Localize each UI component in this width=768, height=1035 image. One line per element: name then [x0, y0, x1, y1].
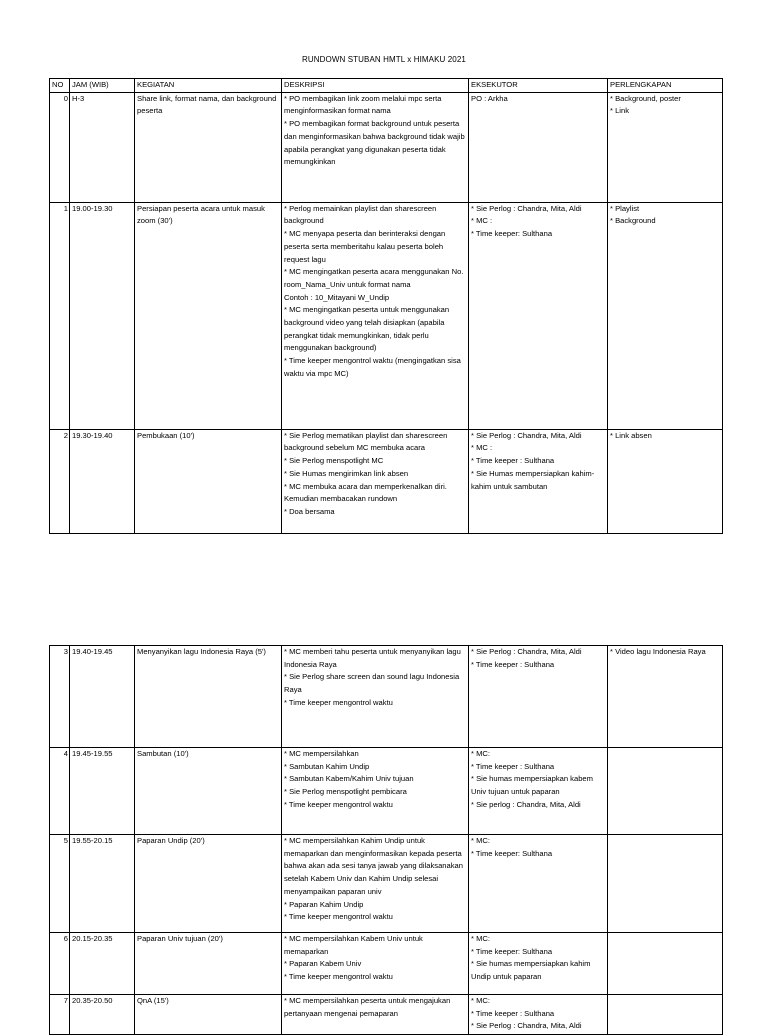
cell-eksekutor: * MC: * Time keeper: Sulthana — [469, 835, 608, 933]
cell-no: 1 — [50, 202, 70, 429]
table-row — [50, 995, 723, 1035]
table-row — [50, 646, 723, 748]
cell-eksekutor: * MC: * Time keeper: Sulthana * Sie humas mempersiapkan kahim Undip untuk paparan — [469, 933, 608, 995]
cell-kegiatan: Sambutan (10') — [135, 748, 282, 835]
cell-perlengkapan: * Video lagu Indonesia Raya — [608, 646, 723, 748]
table-header-row — [50, 79, 723, 93]
table-row — [50, 202, 723, 429]
cell-jam: 19.55-20.15 — [70, 835, 135, 933]
cell-eksekutor: * MC: * Time keeper : Sulthana * Sie humas mempersiapkan kabem Univ tujuan untuk paparan * Sie perlog : Chandra, Mita, Aldi — [469, 748, 608, 835]
rundown-table-page-2 — [49, 645, 723, 1035]
cell-deskripsi: * MC memberi tahu peserta untuk menyanyikan lagu Indonesia Raya * Sie Perlog share screen dan sound lagu Indonesia Raya * Time keeper mengontrol waktu — [282, 646, 469, 748]
cell-perlengkapan — [608, 835, 723, 933]
cell-kegiatan: Paparan Univ tujuan (20') — [135, 933, 282, 995]
table-row — [50, 835, 723, 933]
header-no: NO — [50, 79, 70, 93]
cell-deskripsi: * MC mempersilahkan Kabem Univ untuk memaparkan * Paparan Kabem Univ * Time keeper mengontrol waktu — [282, 933, 469, 995]
cell-no: 5 — [50, 835, 70, 933]
header-perlengkapan: PERLENGKAPAN — [608, 79, 723, 93]
cell-kegiatan: QnA (15') — [135, 995, 282, 1035]
cell-no: 6 — [50, 933, 70, 995]
cell-kegiatan: Paparan Undip (20') — [135, 835, 282, 933]
cell-kegiatan: Persiapan peserta acara untuk masuk zoom (30') — [135, 202, 282, 429]
document-title: RUNDOWN STUBAN HMTL x HIMAKU 2021 — [302, 55, 466, 64]
cell-deskripsi: * PO membagikan link zoom melalui mpc serta menginformasikan format nama * PO membagikan format background untuk peserta dan menginformasikan bahwa background tidak wajib apabila perangkat yang digunakan peserta tidak memungkinkan — [282, 92, 469, 202]
cell-perlengkapan: * Playlist * Background — [608, 202, 723, 429]
cell-no: 0 — [50, 92, 70, 202]
cell-kegiatan: Share link, format nama, dan background peserta — [135, 92, 282, 202]
cell-perlengkapan: * Link absen — [608, 429, 723, 533]
cell-jam: H-3 — [70, 92, 135, 202]
cell-perlengkapan: * Background, poster * Link — [608, 92, 723, 202]
header-eksekutor: EKSEKUTOR — [469, 79, 608, 93]
table-row — [50, 933, 723, 995]
cell-deskripsi: * Perlog memainkan playlist dan sharescreen background * MC menyapa peserta dan berinteraksi dengan peserta serta memberitahu kalau peserta boleh request lagu * MC mengingatkan peserta acara menggunakan No. room_Nama_Univ untuk format nama Contoh : 10_Mitayani W_Undip * MC mengingatkan peserta untuk menggunakan background video yang telah disiapkan (apabila perangkat tidak memungkinkan, tidak perlu menggunakan background) * Time keeper mengontrol waktu (mengingatkan sisa waktu via mpc MC) — [282, 202, 469, 429]
cell-no: 2 — [50, 429, 70, 533]
cell-eksekutor: * Sie Perlog : Chandra, Mita, Aldi * MC : * Time keeper : Sulthana * Sie Humas mempersiapkan kahim-kahim untuk sambutan — [469, 429, 608, 533]
cell-no: 4 — [50, 748, 70, 835]
cell-no: 3 — [50, 646, 70, 748]
cell-eksekutor: * MC: * Time keeper : Sulthana * Sie Perlog : Chandra, Mita, Aldi — [469, 995, 608, 1035]
cell-jam: 19.45-19.55 — [70, 748, 135, 835]
table-row — [50, 429, 723, 533]
cell-deskripsi: * MC mempersilahkan peserta untuk mengajukan pertanyaan mengenai pemaparan — [282, 995, 469, 1035]
cell-kegiatan: Pembukaan (10') — [135, 429, 282, 533]
header-deskripsi: DESKRIPSI — [282, 79, 469, 93]
cell-kegiatan: Menyanyikan lagu Indonesia Raya (5') — [135, 646, 282, 748]
cell-no: 7 — [50, 995, 70, 1035]
cell-jam: 19.00-19.30 — [70, 202, 135, 429]
header-kegiatan: KEGIATAN — [135, 79, 282, 93]
table-row — [50, 92, 723, 202]
cell-jam: 19.30-19.40 — [70, 429, 135, 533]
cell-jam: 20.15-20.35 — [70, 933, 135, 995]
cell-perlengkapan — [608, 748, 723, 835]
header-jam: JAM (WIB) — [70, 79, 135, 93]
cell-deskripsi: * Sie Perlog mematikan playlist dan sharescreen background sebelum MC membuka acara * Sie Perlog menspotlight MC * Sie Humas mengirimkan link absen * MC membuka acara dan memperkenalkan diri. Kemudian membacakan rundown * Doa bersama — [282, 429, 469, 533]
cell-perlengkapan — [608, 995, 723, 1035]
cell-deskripsi: * MC mempersilahkan * Sambutan Kahim Undip * Sambutan Kabem/Kahim Univ tujuan * Sie Perlog menspotlight pembicara * Time keeper mengontrol waktu — [282, 748, 469, 835]
cell-eksekutor: * Sie Perlog : Chandra, Mita, Aldi * MC : * Time keeper: Sulthana — [469, 202, 608, 429]
rundown-table-page-1 — [49, 78, 723, 534]
cell-jam: 19.40-19.45 — [70, 646, 135, 748]
cell-eksekutor: PO : Arkha — [469, 92, 608, 202]
cell-deskripsi: * MC mempersilahkan Kahim Undip untuk memaparkan dan menginformasikan kepada peserta bahwa akan ada sesi tanya jawab yang dilaksanakan setelah Kabem Univ dan Kahim Undip selesai menyampaikan paparan univ * Paparan Kahim Undip * Time keeper mengontrol waktu — [282, 835, 469, 933]
cell-perlengkapan — [608, 933, 723, 995]
cell-eksekutor: * Sie Perlog : Chandra, Mita, Aldi * Time keeper : Sulthana — [469, 646, 608, 748]
cell-jam: 20.35-20.50 — [70, 995, 135, 1035]
table-row — [50, 748, 723, 835]
